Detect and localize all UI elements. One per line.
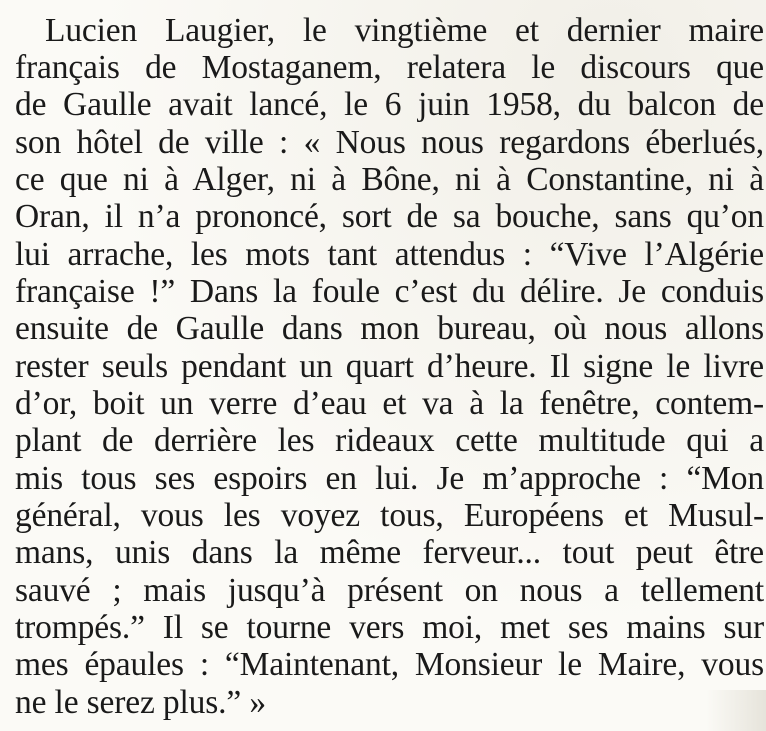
paragraph-line-7: lui arrache, les mots tant attendus : “Vive l’Algérie bbox=[15, 236, 764, 273]
paragraph-line-8: française !” Dans la foule c’est du délire. Je conduis bbox=[15, 273, 764, 310]
paragraph-line-6: Oran, il n’a prononcé, sort de sa bouche, sans qu’on bbox=[15, 198, 764, 235]
paragraph-line-15: mans, unis dans la même ferveur... tout peut être bbox=[15, 534, 764, 571]
paragraph-line-4: son hôtel de ville : « Nous nous regardons éberlués, bbox=[15, 124, 764, 161]
paragraph-line-13: mis tous ses espoirs en lui. Je m’approche : “Mon bbox=[15, 460, 764, 497]
paragraph-line-17: trompés.” Il se tourne vers moi, met ses mains sur bbox=[15, 609, 764, 646]
paragraph-line-1: Lucien Laugier, le vingtième et dernier maire bbox=[45, 12, 764, 49]
paragraph-line-9: ensuite de Gaulle dans mon bureau, où nous allons bbox=[15, 310, 764, 347]
paragraph-line-3: de Gaulle avait lancé, le 6 juin 1958, du balcon de bbox=[15, 86, 764, 123]
paragraph-line-19: ne le serez plus.” » bbox=[15, 684, 266, 721]
paragraph-line-18: mes épaules : “Maintenant, Monsieur le Maire, vous bbox=[15, 646, 764, 683]
paragraph-line-10: rester seuls pendant un quart d’heure. Il signe le livre bbox=[15, 348, 764, 385]
paragraph-line-12: plant de derrière les rideaux cette multitude qui a bbox=[15, 422, 764, 459]
paragraph-line-16: sauvé ; mais jusqu’à présent on nous a tellement bbox=[15, 572, 764, 609]
paragraph-line-14: général, vous les voyez tous, Européens et Musul- bbox=[15, 497, 764, 534]
paragraph-line-5: ce que ni à Alger, ni à Bône, ni à Constantine, ni à bbox=[15, 161, 764, 198]
paragraph-line-11: d’or, boit un verre d’eau et va à la fenêtre, contem- bbox=[15, 385, 764, 422]
paragraph-line-2: français de Mostaganem, relatera le discours que bbox=[15, 49, 764, 86]
